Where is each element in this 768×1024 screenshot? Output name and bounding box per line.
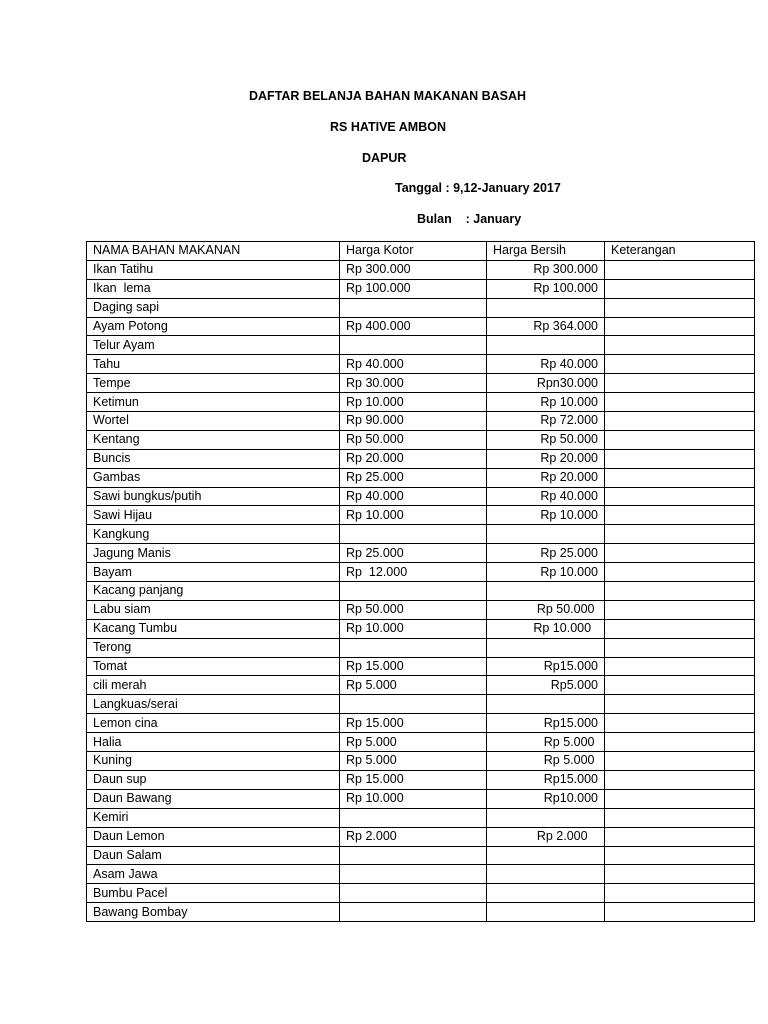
net-price-cell: Rp 300.000 — [487, 260, 605, 279]
gross-price-cell — [340, 582, 487, 601]
gross-price-cell — [340, 884, 487, 903]
item-name-cell: Terong — [87, 638, 340, 657]
column-header-net-price: Harga Bersih — [487, 242, 605, 261]
table-row — [87, 563, 755, 582]
item-name-cell: Telur Ayam — [87, 336, 340, 355]
table-row — [87, 487, 755, 506]
remarks-cell — [605, 544, 755, 563]
gross-price-cell — [340, 695, 487, 714]
net-price-cell: Rp15.000 — [487, 714, 605, 733]
item-name-cell: Kacang panjang — [87, 582, 340, 601]
item-name-cell: Kuning — [87, 752, 340, 771]
net-price-cell: Rpn30.000 — [487, 374, 605, 393]
item-name-cell: Wortel — [87, 412, 340, 431]
item-name-cell: Ayam Potong — [87, 317, 340, 336]
table-row — [87, 336, 755, 355]
item-name-cell: Daun Bawang — [87, 789, 340, 808]
item-name-cell: Ketimun — [87, 393, 340, 412]
remarks-cell — [605, 752, 755, 771]
remarks-cell — [605, 600, 755, 619]
table-row — [87, 865, 755, 884]
remarks-cell — [605, 846, 755, 865]
net-price-cell — [487, 582, 605, 601]
table-row — [87, 752, 755, 771]
gross-price-cell: Rp 50.000 — [340, 600, 487, 619]
remarks-cell — [605, 903, 755, 922]
table-row — [87, 827, 755, 846]
gross-price-cell: Rp 10.000 — [340, 619, 487, 638]
item-name-cell: Lemon cina — [87, 714, 340, 733]
net-price-cell — [487, 865, 605, 884]
item-name-cell: Labu siam — [87, 600, 340, 619]
remarks-cell — [605, 279, 755, 298]
item-name-cell: Kemiri — [87, 808, 340, 827]
remarks-cell — [605, 657, 755, 676]
gross-price-cell: Rp 12.000 — [340, 563, 487, 582]
remarks-cell — [605, 733, 755, 752]
remarks-cell — [605, 336, 755, 355]
table-row — [87, 260, 755, 279]
gross-price-cell: Rp 15.000 — [340, 657, 487, 676]
unit-name: DAPUR — [362, 151, 407, 165]
net-price-cell — [487, 884, 605, 903]
table-row — [87, 317, 755, 336]
remarks-cell — [605, 865, 755, 884]
gross-price-cell: Rp 25.000 — [340, 544, 487, 563]
net-price-cell: Rp10.000 — [487, 789, 605, 808]
item-name-cell: Ikan lema — [87, 279, 340, 298]
item-name-cell: Bumbu Pacel — [87, 884, 340, 903]
table-row — [87, 903, 755, 922]
table-row — [87, 544, 755, 563]
net-price-cell: Rp 50.000 — [487, 600, 605, 619]
table-row — [87, 412, 755, 431]
remarks-cell — [605, 827, 755, 846]
item-name-cell: cili merah — [87, 676, 340, 695]
net-price-cell: Rp 10.000 — [487, 506, 605, 525]
remarks-cell — [605, 525, 755, 544]
remarks-cell — [605, 563, 755, 582]
net-price-cell: Rp 50.000 — [487, 430, 605, 449]
gross-price-cell: Rp 30.000 — [340, 374, 487, 393]
item-name-cell: Tempe — [87, 374, 340, 393]
column-header-gross-price: Harga Kotor — [340, 242, 487, 261]
table-row — [87, 525, 755, 544]
remarks-cell — [605, 355, 755, 374]
remarks-cell — [605, 676, 755, 695]
item-name-cell: Halia — [87, 733, 340, 752]
remarks-cell — [605, 884, 755, 903]
remarks-cell — [605, 582, 755, 601]
remarks-cell — [605, 412, 755, 431]
net-price-cell: Rp 2.000 — [487, 827, 605, 846]
gross-price-cell: Rp 20.000 — [340, 449, 487, 468]
net-price-cell: Rp 364.000 — [487, 317, 605, 336]
item-name-cell: Kentang — [87, 430, 340, 449]
table-row — [87, 695, 755, 714]
item-name-cell: Sawi Hijau — [87, 506, 340, 525]
net-price-cell: Rp5.000 — [487, 676, 605, 695]
remarks-cell — [605, 695, 755, 714]
table-row — [87, 298, 755, 317]
table-row — [87, 733, 755, 752]
remarks-cell — [605, 789, 755, 808]
remarks-cell — [605, 393, 755, 412]
table-row — [87, 808, 755, 827]
remarks-cell — [605, 714, 755, 733]
table-row — [87, 884, 755, 903]
gross-price-cell: Rp 10.000 — [340, 393, 487, 412]
gross-price-cell: Rp 5.000 — [340, 676, 487, 695]
remarks-cell — [605, 638, 755, 657]
net-price-cell: Rp 10.000 — [487, 619, 605, 638]
item-name-cell: Kangkung — [87, 525, 340, 544]
net-price-cell: Rp 40.000 — [487, 487, 605, 506]
gross-price-cell — [340, 525, 487, 544]
item-name-cell: Jagung Manis — [87, 544, 340, 563]
table-row — [87, 506, 755, 525]
gross-price-cell: Rp 300.000 — [340, 260, 487, 279]
item-name-cell: Buncis — [87, 449, 340, 468]
remarks-cell — [605, 317, 755, 336]
gross-price-cell: Rp 15.000 — [340, 714, 487, 733]
net-price-cell: Rp 72.000 — [487, 412, 605, 431]
remarks-cell — [605, 449, 755, 468]
gross-price-cell: Rp 5.000 — [340, 752, 487, 771]
gross-price-cell — [340, 808, 487, 827]
gross-price-cell: Rp 40.000 — [340, 487, 487, 506]
table-row — [87, 714, 755, 733]
table-row — [87, 355, 755, 374]
item-name-cell: Sawi bungkus/putih — [87, 487, 340, 506]
remarks-cell — [605, 487, 755, 506]
item-name-cell: Daging sapi — [87, 298, 340, 317]
item-name-cell: Daun Lemon — [87, 827, 340, 846]
gross-price-cell — [340, 298, 487, 317]
gross-price-cell — [340, 903, 487, 922]
gross-price-cell: Rp 10.000 — [340, 789, 487, 808]
net-price-cell: Rp 10.000 — [487, 563, 605, 582]
gross-price-cell: Rp 2.000 — [340, 827, 487, 846]
shopping-table — [86, 241, 755, 922]
item-name-cell: Tomat — [87, 657, 340, 676]
net-price-cell: Rp 100.000 — [487, 279, 605, 298]
gross-price-cell: Rp 50.000 — [340, 430, 487, 449]
net-price-cell: Rp 5.000 — [487, 733, 605, 752]
column-header-name: NAMA BAHAN MAKANAN — [87, 242, 340, 261]
table-row — [87, 657, 755, 676]
item-name-cell: Kacang Tumbu — [87, 619, 340, 638]
net-price-cell: Rp 40.000 — [487, 355, 605, 374]
gross-price-cell: Rp 400.000 — [340, 317, 487, 336]
table-row — [87, 582, 755, 601]
gross-price-cell — [340, 846, 487, 865]
item-name-cell: Daun sup — [87, 770, 340, 789]
gross-price-cell: Rp 40.000 — [340, 355, 487, 374]
remarks-cell — [605, 298, 755, 317]
gross-price-cell: Rp 90.000 — [340, 412, 487, 431]
table-row — [87, 770, 755, 789]
net-price-cell: Rp 5.000 — [487, 752, 605, 771]
item-name-cell: Tahu — [87, 355, 340, 374]
item-name-cell: Ikan Tatihu — [87, 260, 340, 279]
remarks-cell — [605, 430, 755, 449]
net-price-cell — [487, 336, 605, 355]
gross-price-cell: Rp 25.000 — [340, 468, 487, 487]
item-name-cell: Bayam — [87, 563, 340, 582]
remarks-cell — [605, 808, 755, 827]
net-price-cell: Rp 20.000 — [487, 449, 605, 468]
net-price-cell: Rp 25.000 — [487, 544, 605, 563]
table-row — [87, 279, 755, 298]
gross-price-cell: Rp 15.000 — [340, 770, 487, 789]
table-row — [87, 676, 755, 695]
net-price-cell: Rp15.000 — [487, 657, 605, 676]
net-price-cell: Rp 10.000 — [487, 393, 605, 412]
table-row — [87, 393, 755, 412]
month-line: Bulan : January — [417, 212, 522, 226]
item-name-cell: Langkuas/serai — [87, 695, 340, 714]
net-price-cell — [487, 846, 605, 865]
table-row — [87, 449, 755, 468]
item-name-cell: Bawang Bombay — [87, 903, 340, 922]
gross-price-cell: Rp 100.000 — [340, 279, 487, 298]
table-row — [87, 638, 755, 657]
document-title: DAFTAR BELANJA BAHAN MAKANAN BASAH — [249, 89, 527, 103]
table-row — [87, 789, 755, 808]
gross-price-cell: Rp 10.000 — [340, 506, 487, 525]
remarks-cell — [605, 619, 755, 638]
table-row — [87, 430, 755, 449]
remarks-cell — [605, 770, 755, 789]
table-row — [87, 374, 755, 393]
remarks-cell — [605, 374, 755, 393]
table-row — [87, 619, 755, 638]
remarks-cell — [605, 260, 755, 279]
net-price-cell — [487, 525, 605, 544]
table-row — [87, 600, 755, 619]
date-line: Tanggal : 9,12-January 2017 — [395, 181, 561, 195]
item-name-cell: Gambas — [87, 468, 340, 487]
table-row — [87, 468, 755, 487]
item-name-cell: Daun Salam — [87, 846, 340, 865]
net-price-cell: Rp15.000 — [487, 770, 605, 789]
gross-price-cell — [340, 336, 487, 355]
gross-price-cell — [340, 865, 487, 884]
net-price-cell — [487, 298, 605, 317]
net-price-cell — [487, 903, 605, 922]
table-header-row — [87, 242, 755, 261]
net-price-cell — [487, 695, 605, 714]
gross-price-cell: Rp 5.000 — [340, 733, 487, 752]
remarks-cell — [605, 468, 755, 487]
table-row — [87, 846, 755, 865]
column-header-remarks: Keterangan — [605, 242, 755, 261]
hospital-name: RS HATIVE AMBON — [330, 120, 446, 134]
item-name-cell: Asam Jawa — [87, 865, 340, 884]
net-price-cell — [487, 808, 605, 827]
gross-price-cell — [340, 638, 487, 657]
remarks-cell — [605, 506, 755, 525]
net-price-cell — [487, 638, 605, 657]
net-price-cell: Rp 20.000 — [487, 468, 605, 487]
